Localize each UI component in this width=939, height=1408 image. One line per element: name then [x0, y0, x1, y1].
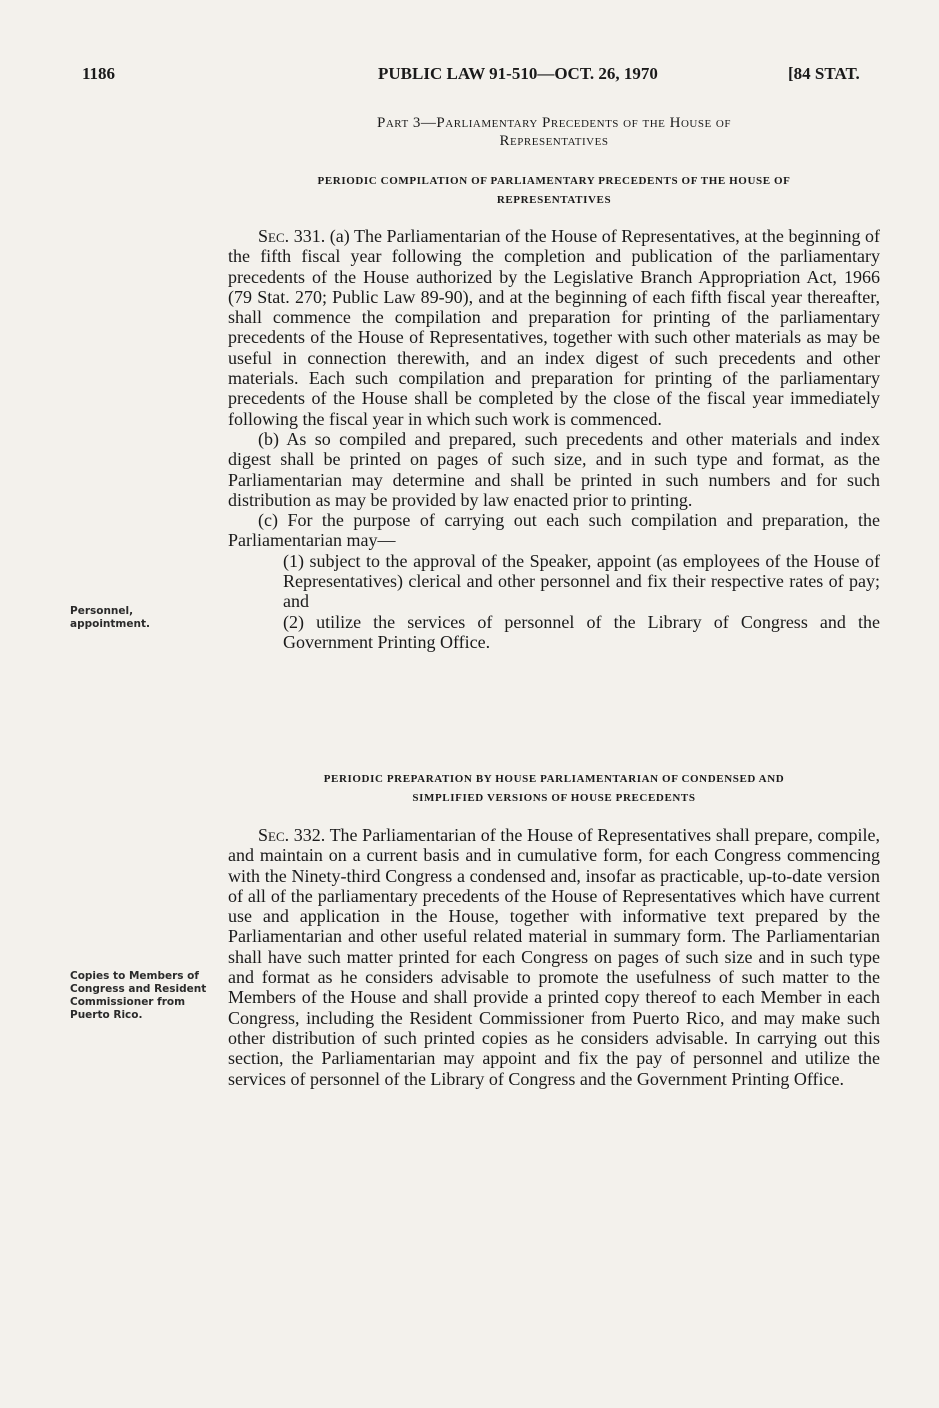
section-331-heading — [228, 172, 880, 210]
section-331-heading-line1: PERIODIC COMPILATION OF PARLIAMENTARY PRECEDENTS OF THE HOUSE OF — [317, 175, 791, 187]
section-332-heading-line1: PERIODIC PREPARATION BY HOUSE PARLIAMENTARIAN OF CONDENSED AND — [323, 773, 785, 785]
page-number: 1186 — [82, 64, 116, 83]
section-331-body — [228, 226, 880, 652]
margin-note-copies: Copies to Members of Congress and Resident Commissioner from Puerto Rico. — [70, 970, 207, 1021]
sec-label: Sec. — [258, 825, 290, 845]
section-331-item-2: (2) utilize the services of personnel of the Library of Congress and the Government Printing Office. — [283, 611, 880, 652]
section-331-para-c: (c) For the purpose of carrying out each such compilation and preparation, the Parliamentarian may— — [228, 510, 880, 551]
margin-note-personnel: Personnel, appointment. — [70, 605, 150, 630]
section-332-para — [228, 825, 880, 1089]
running-title: PUBLIC LAW 91-510—OCT. 26, 1970 — [378, 64, 658, 83]
statute-reference: [84 STAT. — [788, 64, 860, 83]
section-332-heading-line2: SIMPLIFIED VERSIONS OF HOUSE PRECEDENTS — [412, 792, 696, 804]
section-332-body — [228, 825, 880, 1089]
section-331-item-1: (1) subject to the approval of the Speaker, appoint (as employees of the House of Representatives) clerical and other personnel and fix their respective rates of pay; and — [283, 550, 880, 612]
section-331-para-a — [228, 226, 880, 429]
part-title-line1: Part 3—Parliamentary Precedents of the House of — [377, 115, 731, 131]
section-332-text: 332. The Parliamentarian of the House of Representatives shall prepare, compile, and maintain on a current basis and in cumulative form, for each Congress commencing with the Ninety-third Congress a condensed and, insofar as practicable, up-to-date version of all of the parliamentary precedents of the House of Representatives which have current use and application in the House, together with informative text prepared by the Parliamentarian and other useful related material in summary form. The Parliamentarian shall have such matter printed for each Congress on pages of such size and in such type and format as he considers advisable to promote the usefulness of such matter to the Members of the House and shall provide a printed copy thereof to each Member in each Congress, including the Resident Commissioner from Puerto Rico, and may make such other distribution of such printed copies as he considers advisable. In carrying out this section, the Parliamentarian may appoint and fix the pay of personnel and utilize the services of personnel of the Library of Congress and the Government Printing Office. — [228, 825, 881, 1089]
part-title — [228, 114, 880, 150]
section-331-heading-line2: REPRESENTATIVES — [496, 194, 612, 206]
sec-label: Sec. — [258, 226, 290, 246]
section-332-heading — [228, 770, 880, 808]
page-header — [0, 64, 939, 88]
section-331-para-b: (b) As so compiled and prepared, such precedents and other materials and index digest shall be printed on pages of such size, and in such type and format, as the Parliamentarian may determine and shall be printed in such numbers and for such distribution as may be provided by law enacted prior to printing. — [228, 428, 880, 510]
para-a-text: 331. (a) The Parliamentarian of the House of Representatives, at the beginning of the fifth fiscal year following the completion and publication of the parliamentary precedents of the House authorized by the Legislative Branch Appropriation Act, 1966 (79 Stat. 270; Public Law 89-90), and at the beginning of each fifth fiscal year thereafter, shall commence the compilation and preparation for printing of the parliamentary precedents of the House of Representatives, together with such other materials as may be useful in connection therewith, and an index digest of such precedents and other materials. Each such compilation and preparation for printing of the parliamentary precedents of the House shall be completed by the close of the fiscal year immediately following the fiscal year in which such work is commenced. — [228, 226, 881, 429]
part-title-line2: Representatives — [499, 133, 609, 149]
